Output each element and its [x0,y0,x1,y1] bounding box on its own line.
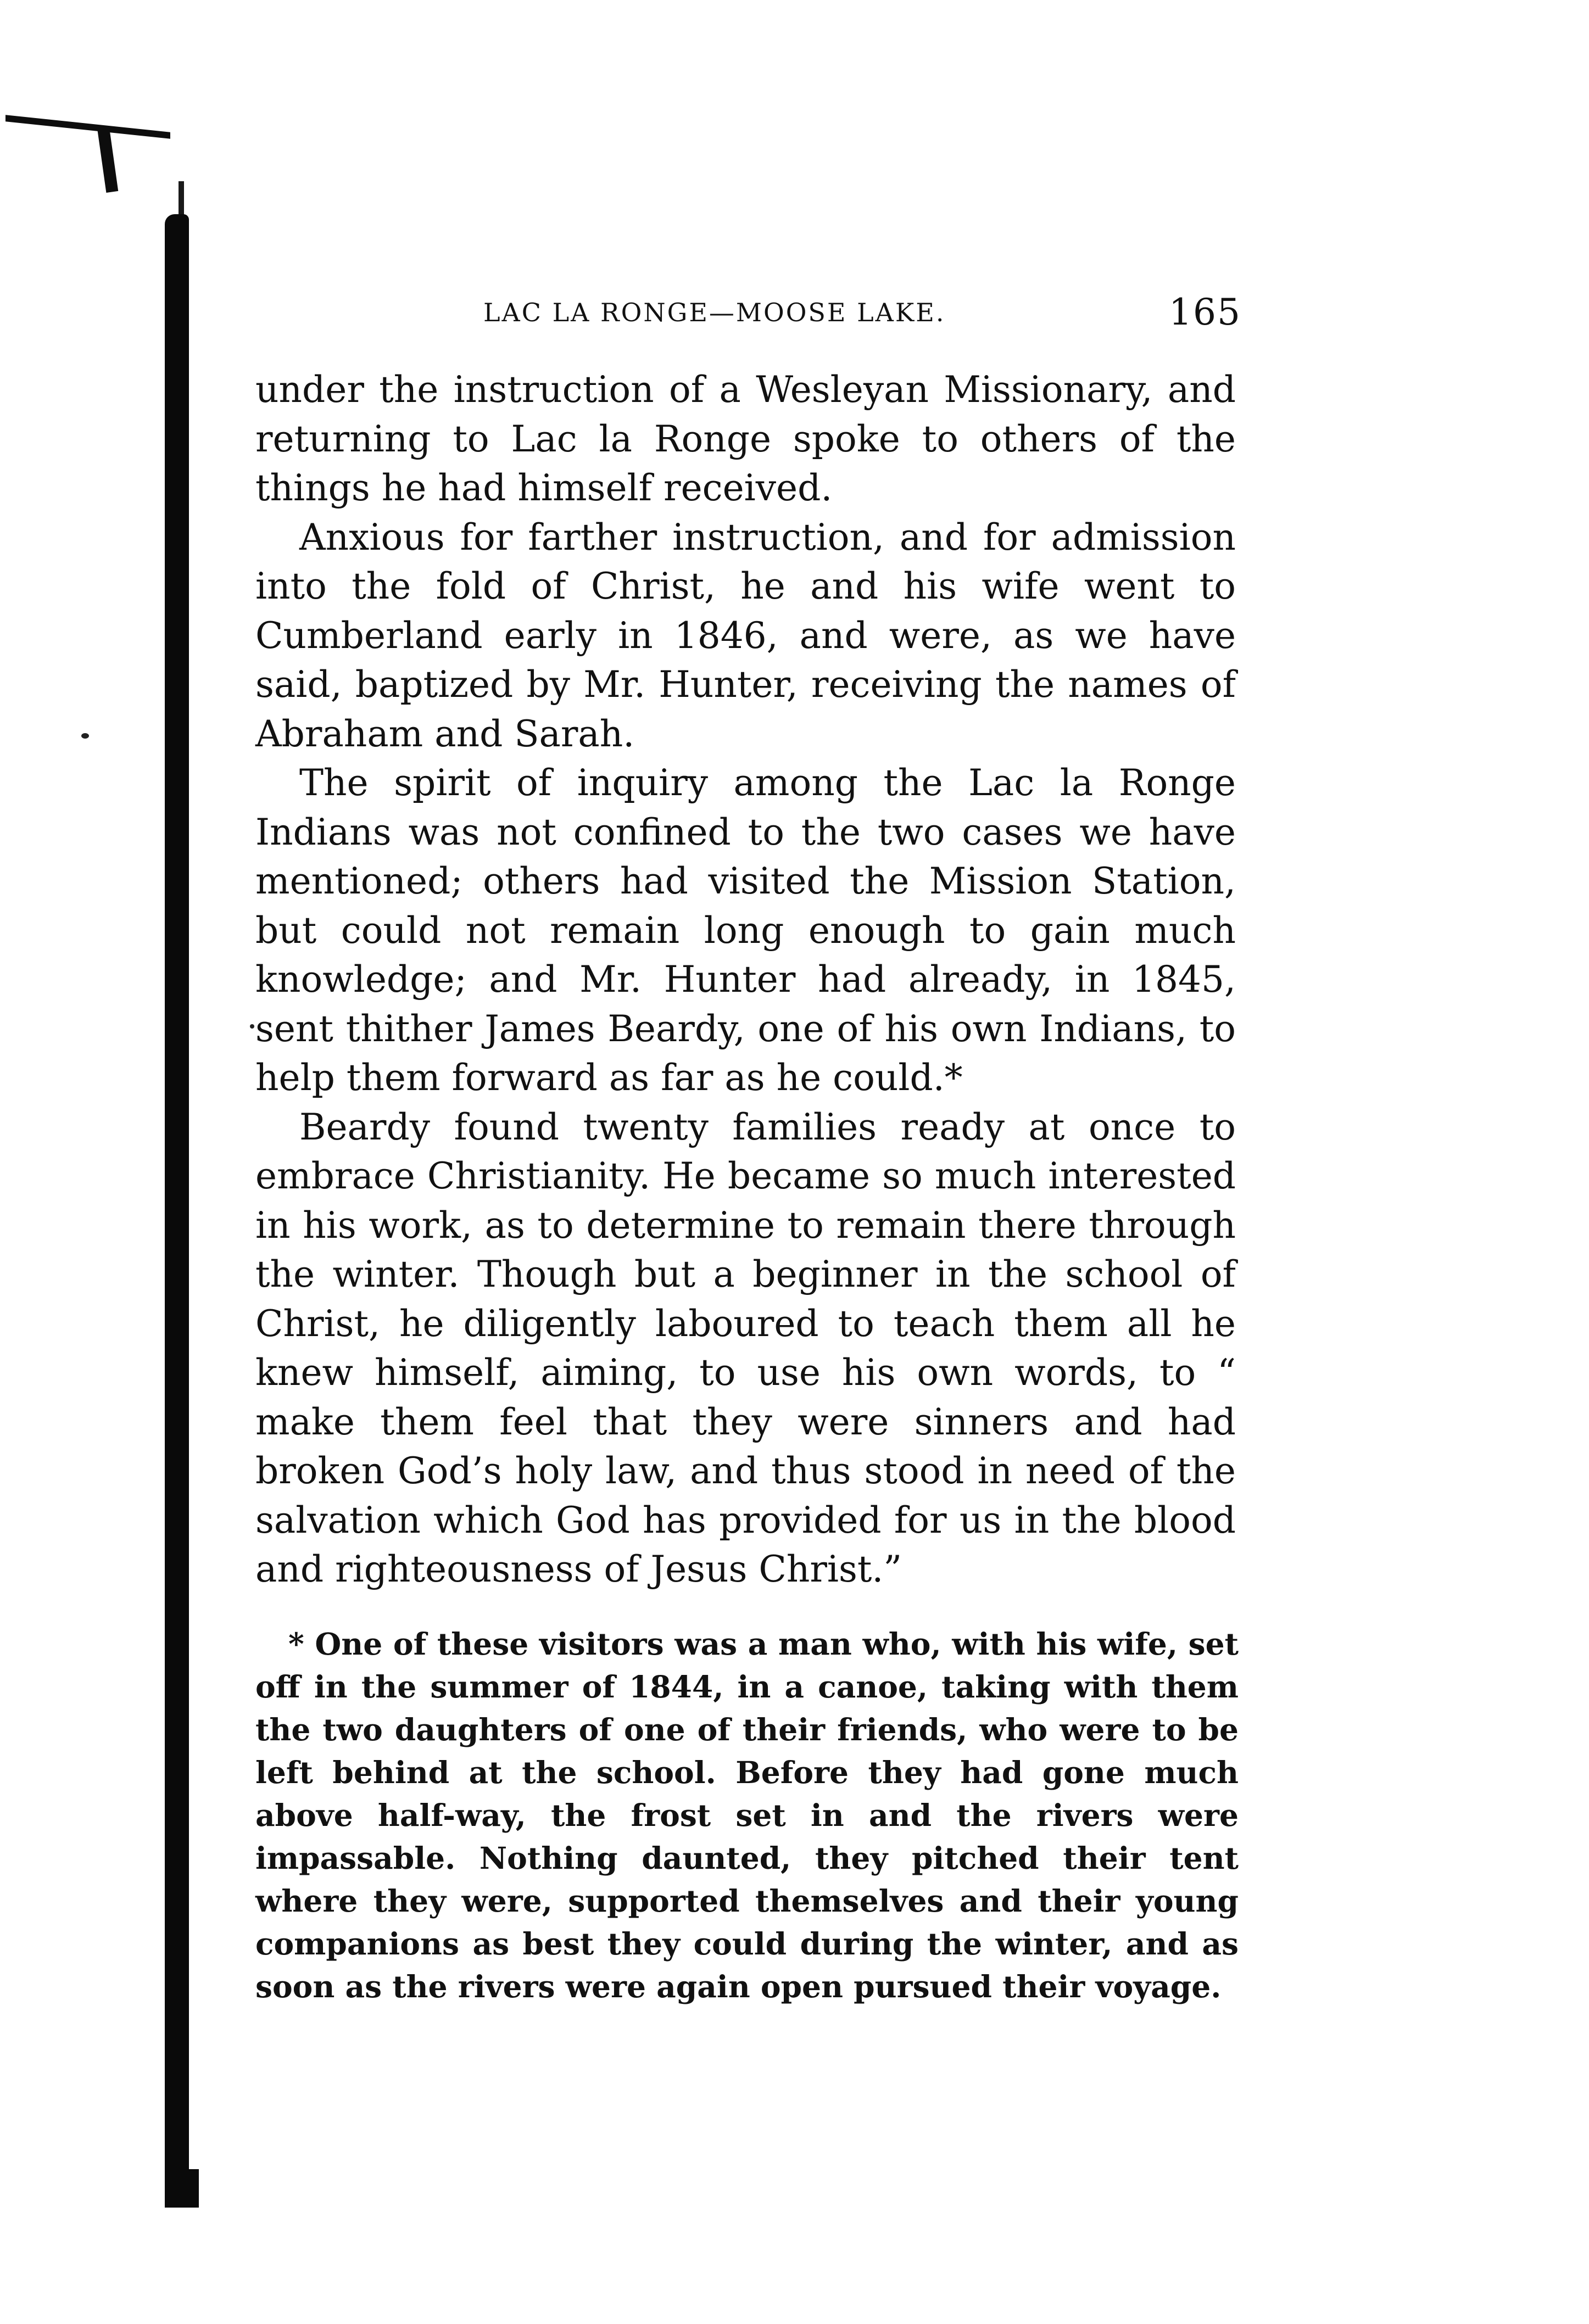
footnote [255,1623,1239,2008]
page-header [264,291,1241,335]
page-number: 165 [1169,291,1241,333]
binding-edge-foot [165,2169,199,2208]
paragraph: The spirit of inquiry among the Lac la Ronge Indians was not confined to the two cases we have mentioned; others had visited the Mission Station, but could not remain long enough to gain much knowledge; and Mr. Hunter had already, in 1845, sent thither James Beardy, one of his own Indians, to help them forward as far as he could.* [255,762,1236,1099]
running-head: LAC LA RONGE—MOOSE LAKE. [483,298,946,327]
scan-speck [250,1024,254,1029]
scan-corner-mark [5,115,170,172]
scan-speck [81,733,89,739]
paragraph: Anxious for farther instruction, and for admission into the fold of Christ, he and his wife went to Cumberland early in 1846, and were, as we have said, baptized by Mr. Hunter, receiving the names of Abraham and Sarah. [255,516,1236,755]
body-text [255,365,1236,1594]
footnote-text: * One of these visitors was a man who, with his wife, set off in the summer of 1844, in a canoe, taking with them the two daughters of one of their friends, who were to be left behind at the school. Before they had gone much above half-way, the frost set in and the rivers were impassable. Nothing daunted, they pitched their tent where they were, supported themselves and their young companions as best they could during the winter, and as soon as the rivers were again open pursued their voyage. [255,1626,1239,2004]
paragraph: Beardy found twenty families ready at once to embrace Christianity. He became so much interested in his work, as to determine to remain there through the winter. Though but a beginner in the school of Christ, he diligently laboured to teach them all he knew himself, aiming, to use his own words, to “ make them feel that they were sinners and had broken God’s holy law, and thus stood in need of the salvation which God has provided for us in the blood and righteousness of Jesus Christ.” [255,1105,1236,1590]
binding-edge-shadow [165,214,189,2202]
paragraph: under the instruction of a Wesleyan Missionary, and returning to Lac la Ronge spoke to others of the things he had himself received. [255,368,1236,509]
